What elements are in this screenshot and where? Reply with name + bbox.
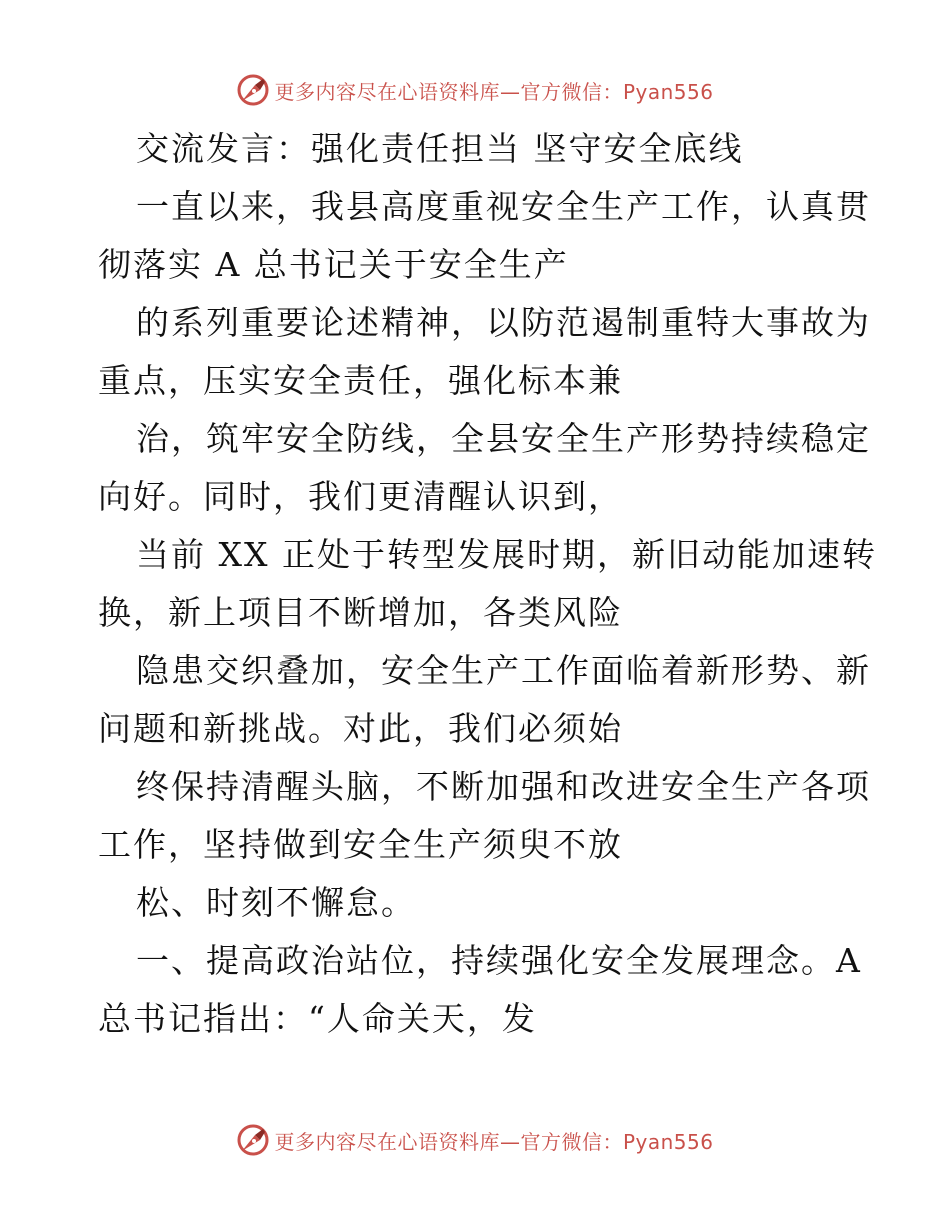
footer-banner-inner	[236, 1123, 713, 1157]
document-body	[98, 120, 877, 1048]
footer-banner-text: 更多内容尽在心语资料库—官方微信：Pyan556	[274, 1129, 714, 1154]
paragraph-line: 一直以来，我县高度重视安全生产工作，认真贯	[136, 187, 871, 226]
paragraph-line: 向好。同时，我们更清醒认识到，	[98, 477, 623, 516]
paragraph-line: 重点，压实安全责任，强化标本兼	[98, 361, 623, 400]
paragraph-line: 总书记指出：“人命关天，发	[98, 999, 537, 1038]
paragraph-line: 问题和新挑战。对此，我们必须始	[98, 709, 623, 748]
pen-nib-logo-icon	[236, 73, 270, 107]
section-heading-line: 一、提高政治站位，持续强化安全发展理念。A	[136, 941, 862, 980]
paragraph-line: 的系列重要论述精神，以防范遏制重特大事故为	[136, 303, 871, 342]
paragraph-line: 换，新上项目不断增加，各类风险	[98, 593, 623, 632]
header-banner-inner	[236, 73, 713, 107]
paragraph-line: 当前 XX 正处于转型发展时期，新旧动能加速转	[136, 535, 877, 574]
paragraph-line: 治，筑牢安全防线，全县安全生产形势持续稳定	[136, 419, 871, 458]
header-banner-text: 更多内容尽在心语资料库—官方微信：Pyan556	[274, 79, 714, 104]
paragraph-line: 工作，坚持做到安全生产须臾不放	[98, 825, 623, 864]
document-title: 交流发言：强化责任担当 坚守安全底线	[136, 129, 744, 168]
paragraph-line: 松、时刻不懈怠。	[136, 883, 416, 922]
paragraph-line: 彻落实 A 总书记关于安全生产	[98, 245, 569, 284]
paragraph-line: 终保持清醒头脑，不断加强和改进安全生产各项	[136, 767, 871, 806]
header-watermark-banner	[0, 70, 950, 110]
pen-nib-logo-icon	[236, 1123, 270, 1157]
paragraph-line: 隐患交织叠加，安全生产工作面临着新形势、新	[136, 651, 871, 690]
footer-watermark-banner	[0, 1120, 950, 1160]
